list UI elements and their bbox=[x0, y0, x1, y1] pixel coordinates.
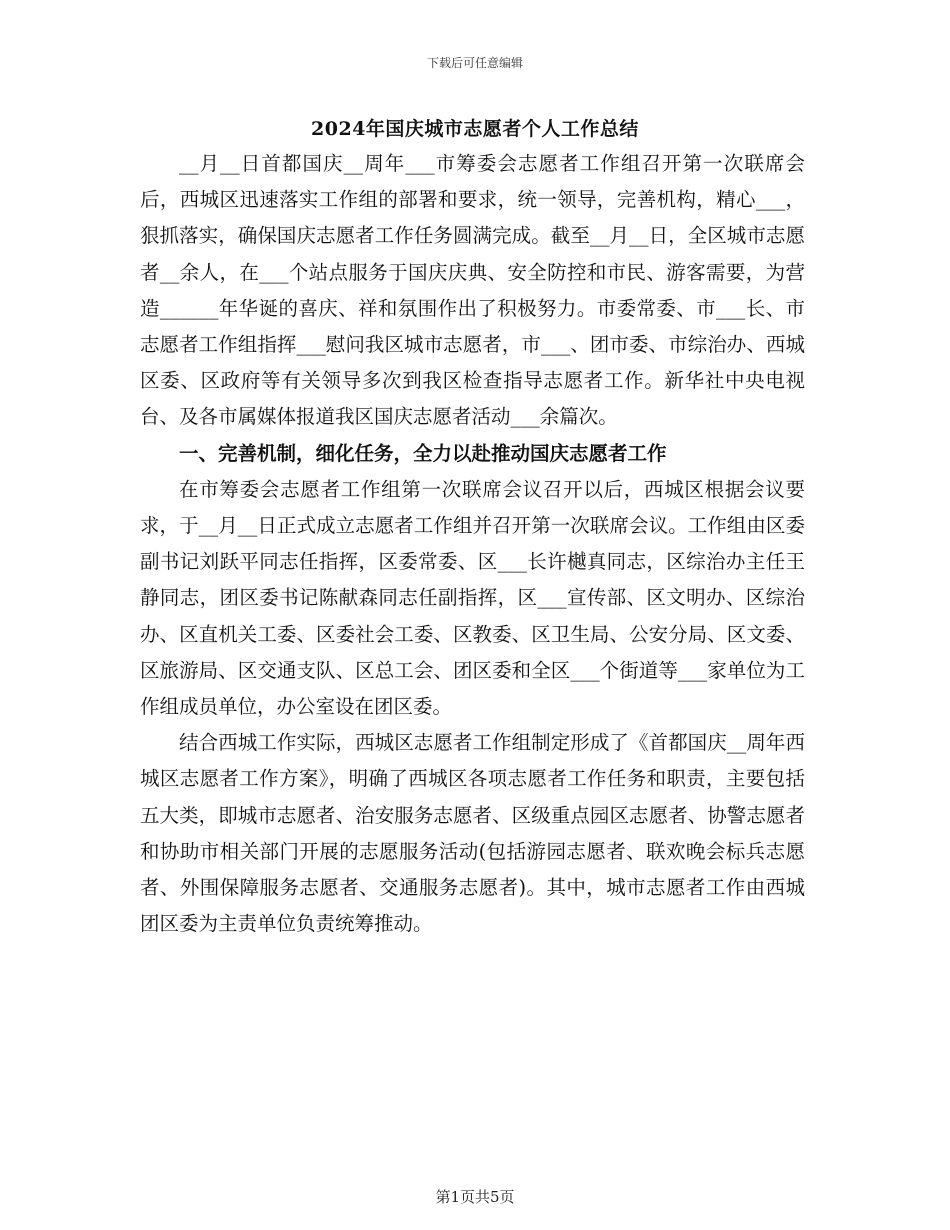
document-body bbox=[140, 146, 805, 942]
section-1-paragraph-2: 结合西城工作实际，西城区志愿者工作组制定形成了《首都国庆__周年西城区志愿者工作方案》，明确了西城区各项志愿者工作任务和职责，主要包括五大类，即城市志愿者、治安服务志愿者、区级重点园区志愿者、协警志愿者和协助市相关部门开展的志愿服务活动(包括游园志愿者、联欢晚会标兵志愿者、外围保障服务志愿者、交通服务志愿者)。其中，城市志愿者工作由西城团区委为主责单位负责统筹推动。 bbox=[140, 731, 805, 936]
section-1-paragraph-1: 在市筹委会志愿者工作组第一次联席会议召开以后，西城区根据会议要求，于__月__日正式成立志愿者工作组并召开第一次联席会议。工作组由区委副书记刘跃平同志任指挥，区委常委、区___长许樾真同志，区综治办主任王静同志，团区委书记陈献森同志任副指挥，区___宣传部、区文明办、区综治办、区直机关工委、区委社会工委、区教委、区卫生局、公安分局、区文委、区旅游局、区交通支队、区总工会、团区委和全区___个街道等___家单位为工作组成员单位，办公室设在团区委。 bbox=[140, 477, 805, 719]
page-title: 2024年国庆城市志愿者个人工作总结 bbox=[311, 118, 639, 140]
intro-paragraph: __月__日首都国庆__周年___市筹委会志愿者工作组召开第一次联席会后，西城区迅速落实工作组的部署和要求，统一领导，完善机构，精心___，狠抓落实，确保国庆志愿者工作任务圆满完成。截至__月__日，全区城市志愿者__余人，在___个站点服务于国庆庆典、安全防控和市民、游客需要，为营造______年华诞的喜庆、祥和氛围作出了积极努力。市委常委、市___长、市志愿者工作组指挥___慰问我区城市志愿者，市___、团市委、市综治办、西城区委、区政府等有关领导多次到我区检查指导志愿者工作。新华社中央电视台、及各市属媒体报道我区国庆志愿者活动___余篇次。 bbox=[140, 152, 805, 429]
page-number: 第1页共5页 bbox=[435, 1188, 515, 1206]
section-heading-1: 一、完善机制，细化任务，全力以赴推动国庆志愿者工作 bbox=[179, 441, 667, 465]
header-note: 下载后可任意编辑 bbox=[426, 56, 523, 70]
